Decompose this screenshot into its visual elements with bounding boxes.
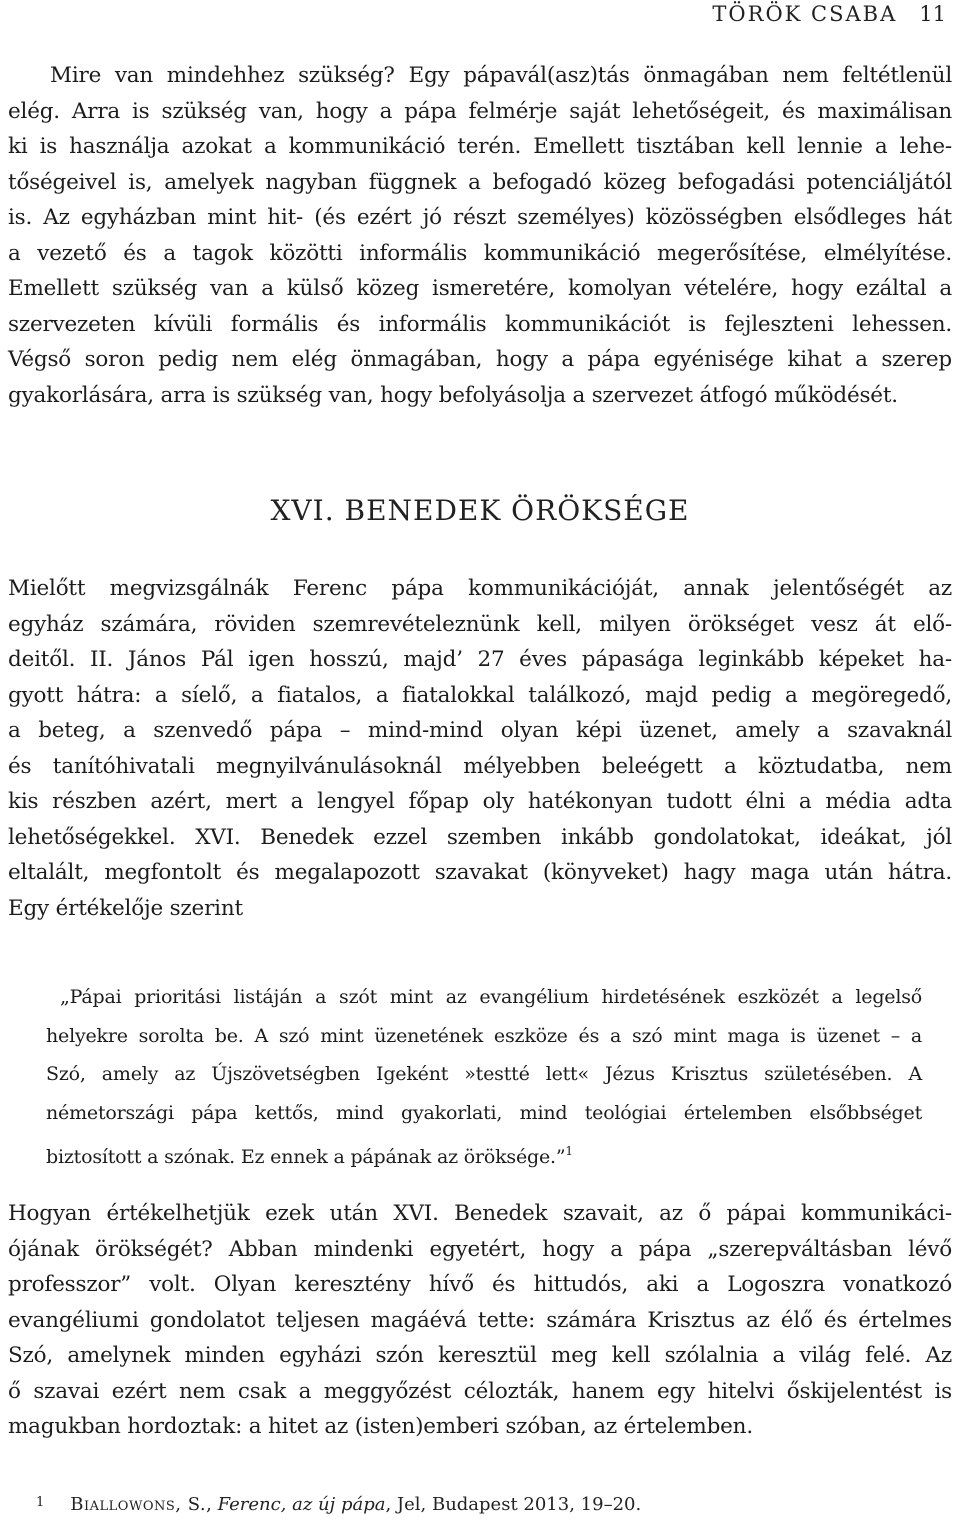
footnote-author: Biallowons, S. xyxy=(70,1494,207,1515)
text-line: Mire van mindehhez szükség? Egy pápavál(asz)tás önmagában nem feltétlenül xyxy=(50,63,952,88)
text-line: és tanítóhivatali megnyilvánulásoknál mélyebben beleégett a köztudatba, nem xyxy=(8,753,952,779)
page-number: 11 xyxy=(919,2,946,26)
text-line: Egy értékelője szerint xyxy=(8,895,243,921)
text-line: Emellett szükség van a külső közeg ismeretére, komolyan vételére, hogy ezáltal a xyxy=(8,276,952,301)
quote-line: helyekre sorolta be. A szó mint üzenetének eszköze és a szó mint maga is üzenet – a xyxy=(46,1024,922,1047)
text-line: Mielőtt megvizsgálnák Ferenc pápa kommunikációját, annak jelentőségét az xyxy=(8,576,952,601)
block-quote xyxy=(46,978,922,1177)
running-title: TÖRÖK CSABA xyxy=(712,2,898,26)
text-line: elég. Arra is szükség van, hogy a pápa felmérje saját lehetőségeit, és maximálisan xyxy=(8,98,952,124)
text-line: egyház számára, röviden szemrevételeznünk kell, milyen örökséget vesz át elő- xyxy=(8,611,952,637)
text-line: szervezeten kívüli formális és informális kommunikációt is fejleszteni lehessen. xyxy=(8,311,952,337)
text-line: ójának örökségét? Abban mindenki egyetért, hogy a pápa „szerepváltásban lévő xyxy=(8,1236,952,1262)
text-line: gyott hátra: a síelő, a fiatalos, a fiatalokkal találkozó, majd pedig a megöregedő, xyxy=(8,682,952,708)
text-line: magukban hordoztak: a hitet az (isten)emberi szóban, az értelemben. xyxy=(8,1414,753,1439)
text-line: a vezető és a tagok közötti informális kommunikáció megerősítése, elmélyítése. xyxy=(8,240,952,266)
section-heading: XVI. BENEDEK ÖRÖKSÉGE xyxy=(270,494,690,527)
text-line: is. Az egyházban mint hit- (és ezért jó részt személyes) közösségben elsődleges hát xyxy=(8,205,952,230)
paragraph-evaluation xyxy=(8,1196,952,1445)
quote-line: „Pápai prioritási listáján a szót mint az evangélium hirdetésének eszközét a legelső xyxy=(60,986,922,1008)
text-line: eltalált, megfontolt és megalapozott szavakat (könyveket) hagy maga után hátra. xyxy=(8,860,952,885)
quote-last-text: biztosított a szónak. Ez ennek a pápának az öröksége.” xyxy=(46,1146,566,1168)
paragraph-legacy xyxy=(8,571,952,926)
paragraph-intro xyxy=(8,58,952,413)
text-line: evangéliumi gondolatot teljesen magáévá tette: számára Krisztus az élő és értelmes xyxy=(8,1307,952,1333)
text-line: gyakorlására, arra is szükség van, hogy befolyásolja a szervezet átfogó működését. xyxy=(8,382,898,408)
text-line: lehetőségekkel. XVI. Benedek ezzel szemben inkább gondolatokat, ideákat, jól xyxy=(8,824,952,850)
footnote-title: Ferenc, az új pápa xyxy=(217,1494,386,1515)
footnote-number: 1 xyxy=(36,1495,45,1510)
quote-line xyxy=(46,1132,922,1177)
text-line: ki is használja azokat a kommunikáció terén. Emellett tisztában kell lennie a lehe- xyxy=(8,134,952,159)
quote-line: Szó, amely az Újszövetségben Igeként »testté lett« Jézus Krisztus születésében. A xyxy=(46,1063,922,1085)
footnote-ref[interactable]: 1 xyxy=(565,1144,573,1158)
text-line: tőségeivel is, amelyek nagyban függnek a befogadó közeg befogadási potenciáljától xyxy=(8,169,952,195)
text-line: Végső soron pedig nem elég önmagában, hogy a pápa egyénisége kihat a szerep xyxy=(8,347,952,372)
footnote: $^1$ Biallowons, S., Ferenc, az új pápa, Jel, Budapest 2013, 19–20. xyxy=(36,1494,642,1515)
text-line: ő szavai ezért nem csak a meggyőzést célozták, hanem egy hitelvi őskijelentést is xyxy=(8,1378,952,1404)
running-header xyxy=(712,2,946,26)
text-line: deitől. II. János Pál igen hosszú, majd’ 27 éves pápasága leginkább képeket ha- xyxy=(8,647,952,672)
text-line: Hogyan értékelhetjük ezek után XVI. Benedek szavait, az ő pápai kommunikáci- xyxy=(8,1201,952,1226)
text-line: Szó, amelynek minden egyházi szón keresztül meg kell szólalnia a világ felé. Az xyxy=(8,1343,952,1368)
footnote-rest: , Jel, Budapest 2013, 19–20. xyxy=(385,1494,642,1515)
text-line: professzor” volt. Olyan keresztény hívő és hittudós, aki a Logoszra vonatkozó xyxy=(8,1272,952,1297)
text-line: kis részben azért, mert a lengyel főpap oly hatékonyan tudott élni a média adta xyxy=(8,789,952,814)
quote-line: németországi pápa kettős, mind gyakorlati, mind teológiai értelemben elsőbbséget xyxy=(46,1101,922,1124)
text-line: a beteg, a szenvedő pápa – mind-mind olyan képi üzenet, amely a szavaknál xyxy=(8,718,952,743)
